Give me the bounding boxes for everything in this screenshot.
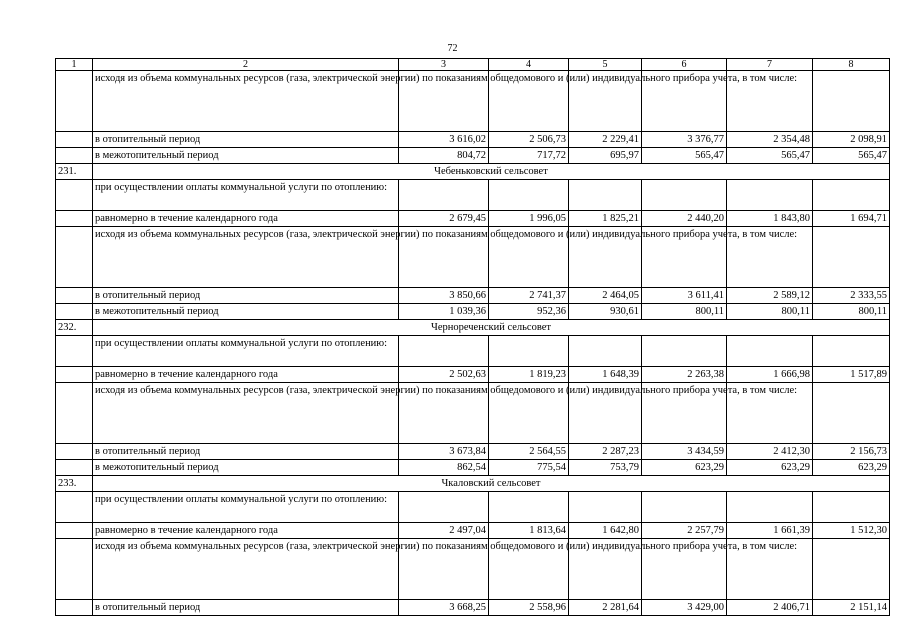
period-label: в межотопительный период: [93, 304, 399, 320]
tariff-value-col-4: 2 506,73: [489, 132, 569, 148]
row-number: [56, 304, 93, 320]
tariff-value-col-7: 2 354,48: [727, 132, 813, 148]
tariff-value-col-3: 2 502,63: [399, 367, 489, 383]
settlement-title: Чернореченский сельсовет: [93, 320, 890, 336]
row-number: [56, 211, 93, 227]
tariff-value-col-4: 2 564,55: [489, 444, 569, 460]
tariff-value-col-7: [727, 336, 813, 367]
column-number-cell: 3: [399, 59, 489, 71]
period-label: равномерно в течение календарного года: [93, 367, 399, 383]
tariff-value-col-5: 753,79: [569, 460, 642, 476]
tariff-value-col-5: 2 464,05: [569, 288, 642, 304]
description-row: [56, 227, 890, 288]
tariff-value-col-5: 1 648,39: [569, 367, 642, 383]
row-number: [56, 600, 93, 616]
row-number: [56, 460, 93, 476]
tariff-value-col-6: 3 429,00: [642, 600, 727, 616]
period-label: равномерно в течение календарного года: [93, 523, 399, 539]
tariff-value-col-5: [569, 336, 642, 367]
tariff-value-col-7: [727, 180, 813, 211]
tariff-value-col-7: 2 589,12: [727, 288, 813, 304]
section-row: [56, 320, 890, 336]
tariff-value-col-5: 1 642,80: [569, 523, 642, 539]
tariff-value-col-5: [569, 180, 642, 211]
description-row: [56, 539, 890, 600]
settlement-title: Чебеньковский сельсовет: [93, 164, 890, 180]
column-number-cell: 6: [642, 59, 727, 71]
tariff-value-col-7: 623,29: [727, 460, 813, 476]
period-label: равномерно в течение календарного года: [93, 211, 399, 227]
tariff-value-col-4: 2 741,37: [489, 288, 569, 304]
row-number: [56, 71, 93, 132]
section-row: [56, 164, 890, 180]
tariff-value-col-8: 1 512,30: [813, 523, 890, 539]
column-number-cell: 8: [813, 59, 890, 71]
tariff-value-col-6: [642, 492, 727, 523]
tariff-value-col-6: 2 263,38: [642, 367, 727, 383]
period-label: в межотопительный период: [93, 148, 399, 164]
tariff-value-col-7: 565,47: [727, 148, 813, 164]
table-row: [56, 132, 890, 148]
tariff-value-col-8: [813, 336, 890, 367]
tariff-value-col-8: 2 151,14: [813, 600, 890, 616]
tariff-value-col-5: 2 281,64: [569, 600, 642, 616]
tariff-value-col-8: 1 517,89: [813, 367, 890, 383]
tariff-value-col-8: 565,47: [813, 148, 890, 164]
tariff-value-col-6: 3 611,41: [642, 288, 727, 304]
tariff-table: [55, 58, 890, 616]
tariff-value-col-3: 3 668,25: [399, 600, 489, 616]
table-body: [56, 59, 890, 616]
row-number: 232.: [56, 320, 93, 336]
tariff-value-col-6: [642, 336, 727, 367]
tariff-value-col-6: 623,29: [642, 460, 727, 476]
tariff-value-col-8: 623,29: [813, 460, 890, 476]
tariff-value-col-4: [489, 180, 569, 211]
tariff-value-col-5: [569, 492, 642, 523]
tariff-value-col-4: 2 558,96: [489, 600, 569, 616]
tariff-value-col-8: [813, 539, 890, 600]
tariff-value-col-7: 1 666,98: [727, 367, 813, 383]
column-number-cell: 2: [93, 59, 399, 71]
table-row: [56, 367, 890, 383]
tariff-value-col-8: 2 156,73: [813, 444, 890, 460]
description-row: [56, 336, 890, 367]
row-number: [56, 539, 93, 600]
period-label: в отопительный период: [93, 600, 399, 616]
tariff-value-col-6: 565,47: [642, 148, 727, 164]
tariff-value-col-4: 1 813,64: [489, 523, 569, 539]
tariff-value-col-8: [813, 492, 890, 523]
column-number-cell: 4: [489, 59, 569, 71]
row-number: [56, 492, 93, 523]
description-row: [56, 71, 890, 132]
tariff-value-col-3: 804,72: [399, 148, 489, 164]
tariff-value-col-7: 2 412,30: [727, 444, 813, 460]
tariff-value-col-8: 800,11: [813, 304, 890, 320]
description-row: [56, 492, 890, 523]
tariff-value-col-7: 2 406,71: [727, 600, 813, 616]
column-number-cell: 7: [727, 59, 813, 71]
group-description: при осуществлении оплаты коммунальной услуги по отоплению:: [93, 336, 399, 367]
tariff-value-col-5: 930,61: [569, 304, 642, 320]
tariff-value-col-4: 717,72: [489, 148, 569, 164]
table-row: [56, 304, 890, 320]
column-number-cell: 1: [56, 59, 93, 71]
tariff-value-col-6: 2 257,79: [642, 523, 727, 539]
table-row: [56, 600, 890, 616]
tariff-value-col-3: [399, 336, 489, 367]
table-row: [56, 148, 890, 164]
tariff-value-col-6: 2 440,20: [642, 211, 727, 227]
row-number: [56, 383, 93, 444]
tariff-value-col-6: 3 434,59: [642, 444, 727, 460]
tariff-value-col-4: 1 819,23: [489, 367, 569, 383]
group-description: исходя из объема коммунальных ресурсов (газа, электрической энергии) по показаниям общедомового и (или) индивидуального прибора учета, в том числе:: [93, 383, 399, 444]
row-number: [56, 227, 93, 288]
column-numbers-row: [56, 59, 890, 71]
tariff-value-col-4: [489, 492, 569, 523]
tariff-value-col-8: 1 694,71: [813, 211, 890, 227]
tariff-value-col-7: 800,11: [727, 304, 813, 320]
tariff-value-col-3: 1 039,36: [399, 304, 489, 320]
group-description: при осуществлении оплаты коммунальной услуги по отоплению:: [93, 180, 399, 211]
tariff-value-col-5: 2 287,23: [569, 444, 642, 460]
tariff-value-col-8: [813, 383, 890, 444]
group-description: исходя из объема коммунальных ресурсов (газа, электрической энергии) по показаниям общедомового и (или) индивидуального прибора учета, в том числе:: [93, 71, 399, 132]
tariff-value-col-8: [813, 71, 890, 132]
row-number: [56, 367, 93, 383]
row-number: [56, 523, 93, 539]
tariff-value-col-3: 3 850,66: [399, 288, 489, 304]
tariff-value-col-3: 3 616,02: [399, 132, 489, 148]
table-row: [56, 523, 890, 539]
period-label: в отопительный период: [93, 444, 399, 460]
row-number: 233.: [56, 476, 93, 492]
tariff-value-col-7: 1 843,80: [727, 211, 813, 227]
section-row: [56, 476, 890, 492]
tariff-value-col-7: 1 661,39: [727, 523, 813, 539]
table-row: [56, 444, 890, 460]
settlement-title: Чкаловский сельсовет: [93, 476, 890, 492]
table-row: [56, 211, 890, 227]
period-label: в отопительный период: [93, 132, 399, 148]
tariff-value-col-8: [813, 227, 890, 288]
table-row: [56, 288, 890, 304]
row-number: [56, 336, 93, 367]
tariff-value-col-6: 3 376,77: [642, 132, 727, 148]
tariff-value-col-5: 695,97: [569, 148, 642, 164]
description-row: [56, 383, 890, 444]
period-label: в отопительный период: [93, 288, 399, 304]
tariff-value-col-5: 1 825,21: [569, 211, 642, 227]
tariff-value-col-8: [813, 180, 890, 211]
group-description: при осуществлении оплаты коммунальной услуги по отоплению:: [93, 492, 399, 523]
tariff-value-col-3: 2 679,45: [399, 211, 489, 227]
column-number-cell: 5: [569, 59, 642, 71]
row-number: [56, 132, 93, 148]
group-description: исходя из объема коммунальных ресурсов (газа, электрической энергии) по показаниям общедомового и (или) индивидуального прибора учета, в том числе:: [93, 227, 399, 288]
row-number: 231.: [56, 164, 93, 180]
tariff-value-col-8: 2 333,55: [813, 288, 890, 304]
tariff-value-col-3: [399, 180, 489, 211]
tariff-value-col-4: 775,54: [489, 460, 569, 476]
tariff-value-col-4: 952,36: [489, 304, 569, 320]
row-number: [56, 180, 93, 211]
description-row: [56, 180, 890, 211]
period-label: в межотопительный период: [93, 460, 399, 476]
tariff-value-col-4: [489, 336, 569, 367]
tariff-value-col-3: 3 673,84: [399, 444, 489, 460]
tariff-value-col-7: [727, 492, 813, 523]
group-description: исходя из объема коммунальных ресурсов (газа, электрической энергии) по показаниям общедомового и (или) индивидуального прибора учета, в том числе:: [93, 539, 399, 600]
row-number: [56, 444, 93, 460]
tariff-value-col-4: 1 996,05: [489, 211, 569, 227]
tariff-value-col-6: 800,11: [642, 304, 727, 320]
tariff-value-col-3: [399, 492, 489, 523]
page-number: 72: [447, 43, 458, 54]
tariff-value-col-5: 2 229,41: [569, 132, 642, 148]
tariff-value-col-3: 862,54: [399, 460, 489, 476]
tariff-value-col-3: 2 497,04: [399, 523, 489, 539]
row-number: [56, 288, 93, 304]
row-number: [56, 148, 93, 164]
tariff-value-col-6: [642, 180, 727, 211]
table-row: [56, 460, 890, 476]
tariff-value-col-8: 2 098,91: [813, 132, 890, 148]
